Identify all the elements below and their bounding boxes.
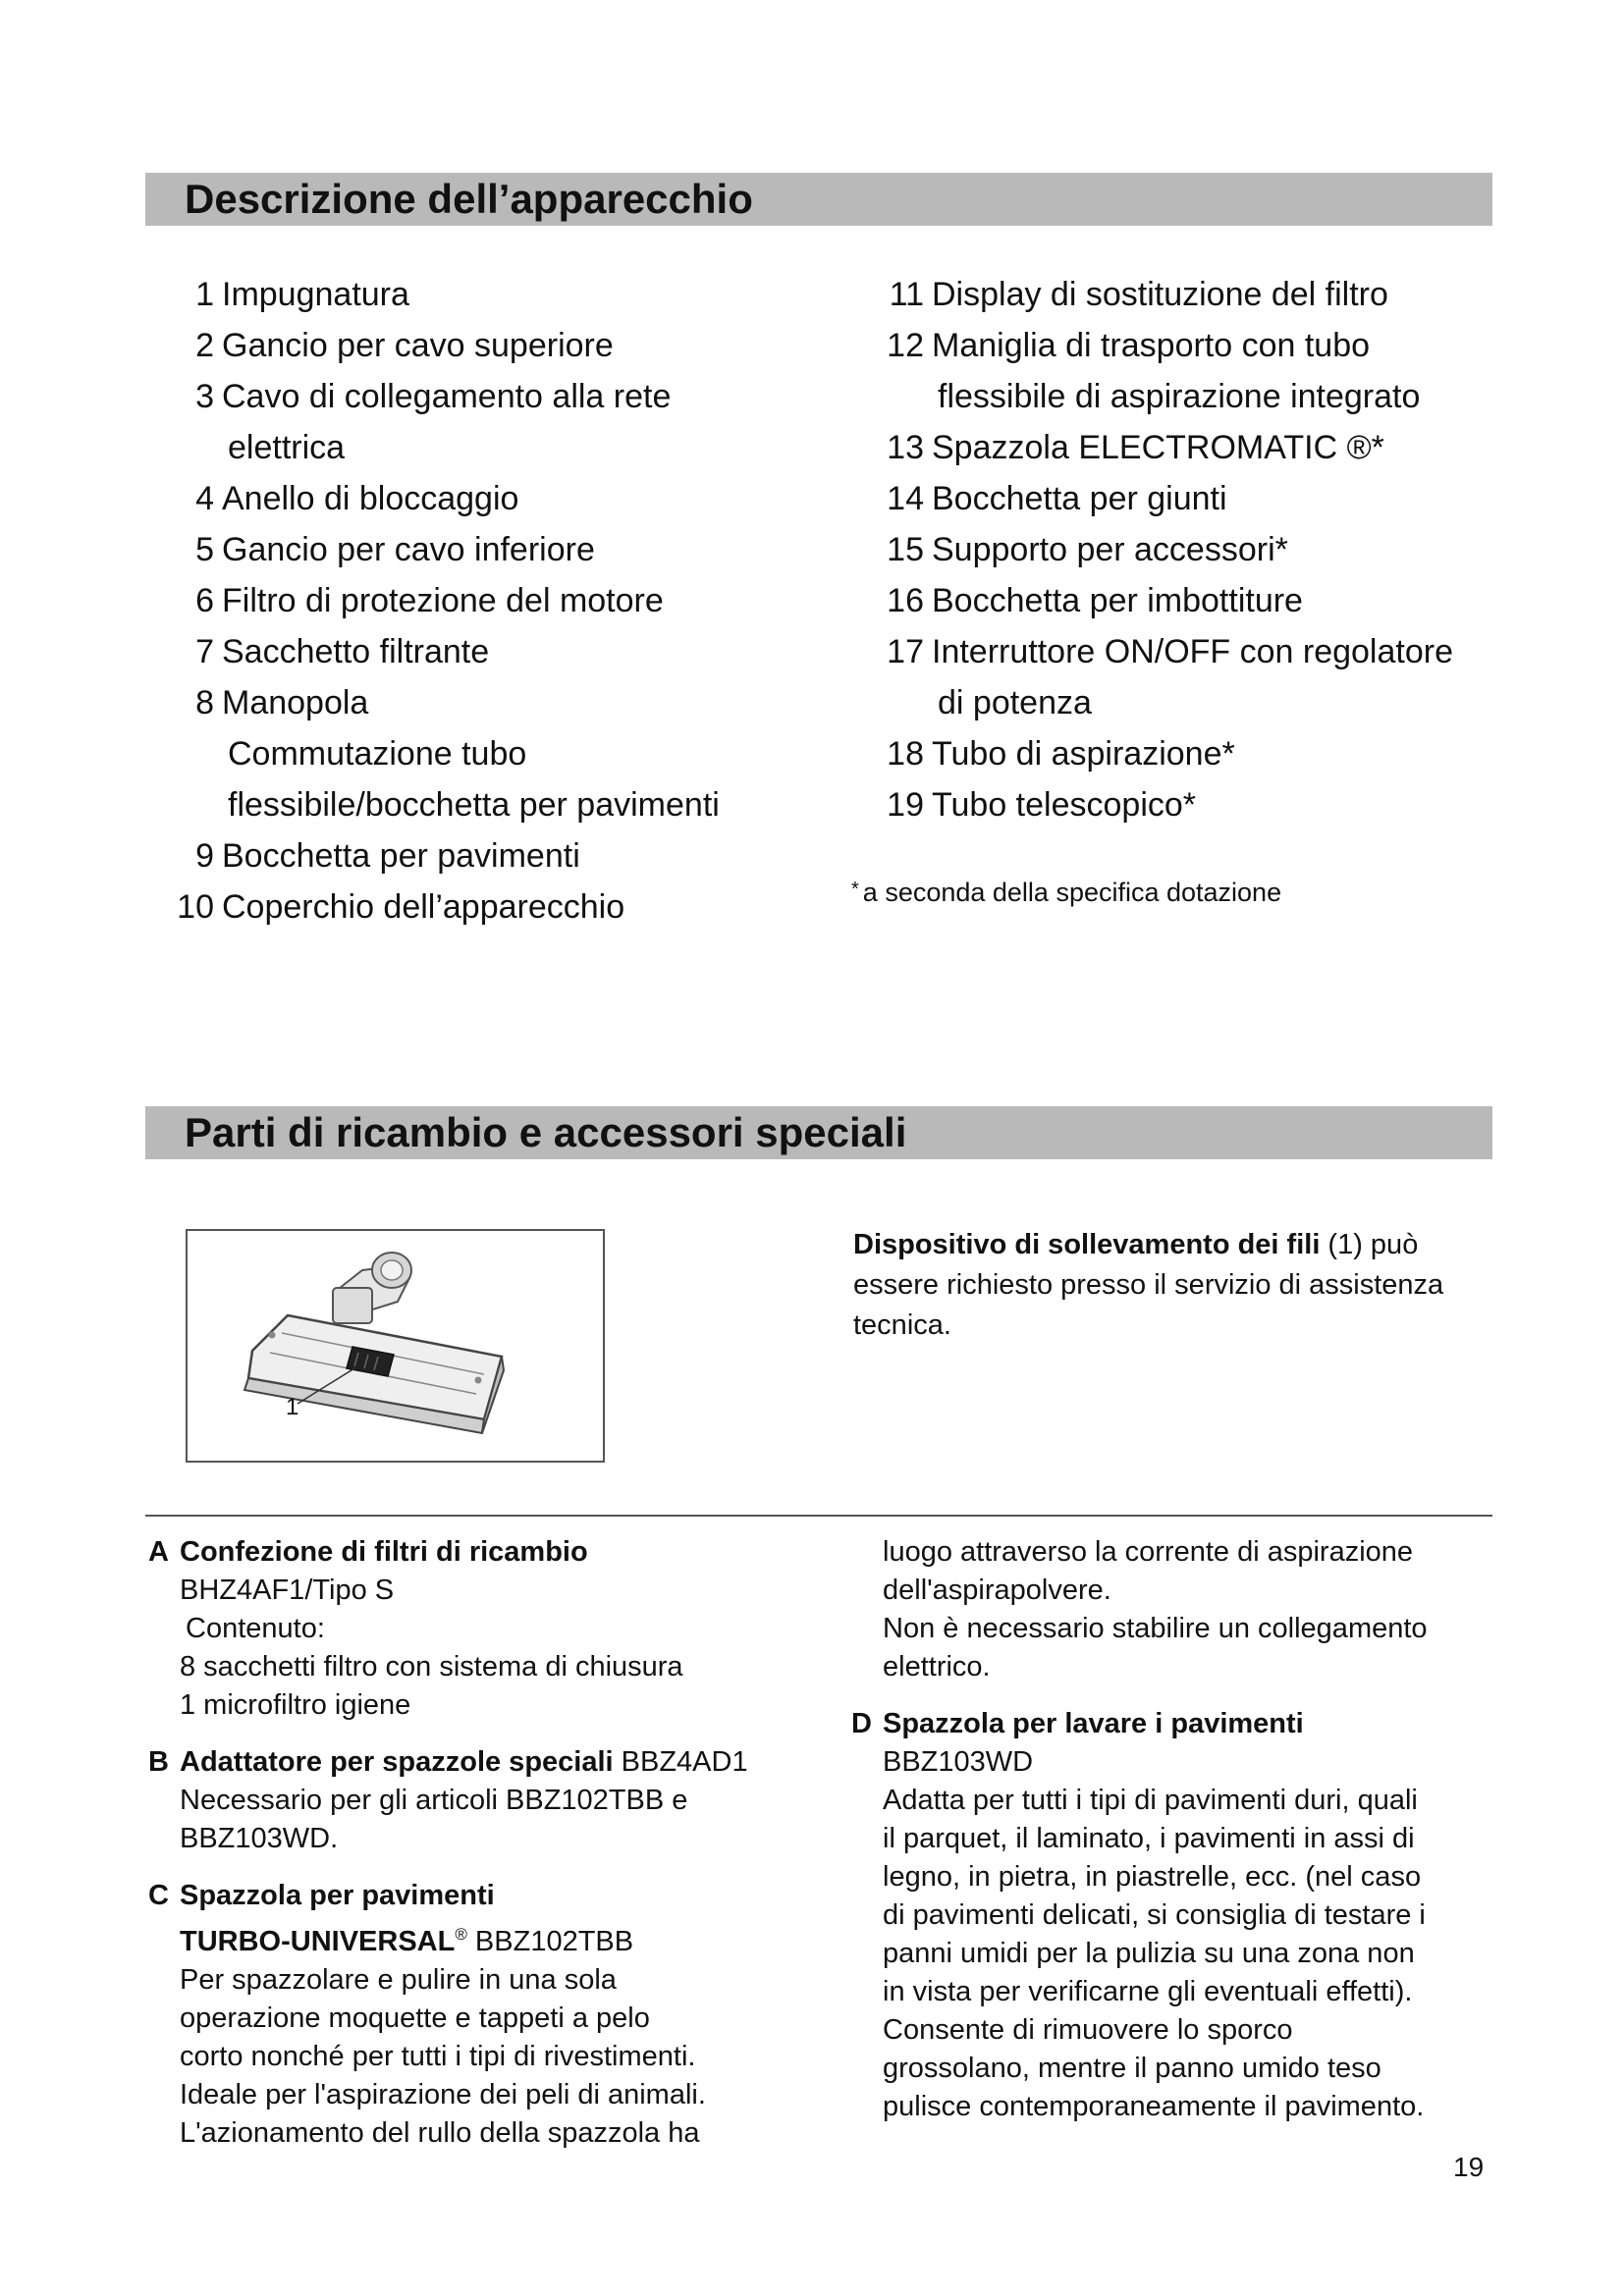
part-label: Bocchetta per imbottiture — [932, 582, 1303, 619]
thread-lifter-line: tecnica. — [853, 1309, 951, 1341]
accessory-line: in vista per verificarne gli eventuali effetti). — [883, 1976, 1413, 2007]
part-number: 6 — [195, 582, 214, 619]
thread-lifter-line — [853, 1225, 1501, 1265]
part-label: Tubo telescopico* — [932, 786, 1197, 824]
part-label: Bocchetta per giunti — [932, 480, 1227, 517]
part-label: Display di sostituzione del filtro — [932, 276, 1388, 313]
page-number: 19 — [1453, 2152, 1485, 2182]
accessory-line: Necessario per gli articoli BBZ102TBB e — [180, 1785, 688, 1816]
thread-lifter-text — [853, 1225, 1501, 1346]
part-item — [869, 524, 1497, 575]
accessory-line: Per spazzolare e pulire in una sola — [180, 1964, 617, 1996]
accessory-c-continued — [851, 1533, 1499, 1686]
accessory-title: Adattatore per spazzole speciali — [180, 1746, 614, 1778]
part-number: 12 — [887, 327, 924, 364]
accessory-line: BBZ103WD. — [180, 1823, 339, 1854]
accessory-line: Consente di rimuovere lo sporco — [883, 2014, 1293, 2046]
part-number: 13 — [887, 429, 924, 466]
part-number: 16 — [887, 582, 924, 619]
accessory-line: Ideale per l'aspirazione dei peli di animali. — [180, 2079, 706, 2110]
part-label: flessibile/bocchetta per pavimenti — [228, 786, 720, 824]
accessory-line: 8 sacchetti filtro con sistema di chiusura — [180, 1651, 683, 1682]
part-item — [159, 473, 787, 524]
part-number: 9 — [195, 837, 214, 875]
accessory-line: il parquet, il laminato, i pavimenti in assi di — [883, 1823, 1415, 1854]
part-number: 4 — [195, 480, 214, 517]
part-number: 8 — [195, 684, 214, 721]
footnote-text: a seconda della specifica dotazione — [862, 878, 1282, 907]
part-label: Commutazione tubo — [228, 735, 527, 773]
accessory-line: L'azionamento del rullo della spazzola ha — [180, 2117, 700, 2149]
part-label: Interruttore ON/OFF con regolatore — [932, 633, 1453, 670]
part-label: Filtro di protezione del motore — [222, 582, 664, 619]
section-title-description: Descrizione dell’apparecchio — [185, 176, 753, 222]
accessory-line: legno, in pietra, in piastrelle, ecc. (nel caso — [883, 1861, 1422, 1893]
part-number: 3 — [195, 378, 214, 415]
accessory-letter: B — [148, 1746, 169, 1778]
accessory-title: Spazzola per pavimenti — [180, 1880, 495, 1911]
part-label: Gancio per cavo inferiore — [222, 531, 595, 568]
accessory-b — [148, 1743, 855, 1858]
accessory-line: di pavimenti delicati, si consiglia di testare i — [883, 1899, 1426, 1931]
part-item — [159, 269, 787, 320]
part-label: Sacchetto filtrante — [222, 633, 490, 670]
part-label: flessibile di aspirazione integrato — [938, 378, 1421, 415]
thread-lifter-bold: Dispositivo di sollevamento dei fili — [853, 1229, 1321, 1260]
accessory-line: BHZ4AF1/Tipo S — [180, 1575, 395, 1606]
accessory-a — [148, 1533, 855, 1725]
accessory-line: grossolano, mentre il panno umido teso — [883, 2053, 1381, 2084]
floor-nozzle-illustration — [186, 1229, 605, 1463]
accessories-right-column — [851, 1533, 1499, 2126]
parts-list-left — [159, 269, 787, 933]
part-label: elettrica — [228, 429, 346, 466]
part-label: Spazzola ELECTROMATIC ®* — [932, 429, 1384, 466]
accessory-d — [851, 1705, 1499, 2126]
part-item — [159, 830, 787, 881]
part-label: Gancio per cavo superiore — [222, 327, 614, 364]
floor-nozzle-drawing — [188, 1231, 603, 1461]
part-item — [869, 728, 1497, 779]
section-heading-bar — [145, 1106, 1492, 1159]
part-item — [159, 320, 787, 371]
footnote-star: * — [851, 879, 859, 900]
part-number: 5 — [195, 531, 214, 568]
part-item — [159, 371, 787, 473]
part-number: 10 — [177, 888, 214, 926]
part-label: Maniglia di trasporto con tubo — [932, 327, 1371, 364]
part-label: Supporto per accessori* — [932, 531, 1288, 568]
part-item — [159, 626, 787, 677]
footnote — [851, 878, 1281, 908]
part-label: Impugnatura — [222, 276, 409, 313]
accessory-line: luogo attraverso la corrente di aspirazione — [883, 1536, 1414, 1568]
part-number: 15 — [887, 531, 924, 568]
part-number: 7 — [195, 633, 214, 670]
accessory-line: BBZ103WD — [883, 1746, 1034, 1778]
accessory-code: BBZ4AD1 — [613, 1746, 748, 1778]
part-number: 18 — [887, 735, 924, 773]
accessory-line: 1 microfiltro igiene — [180, 1689, 411, 1721]
accessory-line: elettrico. — [883, 1651, 991, 1682]
accessories-left-column — [148, 1533, 855, 2153]
part-label: Tubo di aspirazione* — [932, 735, 1235, 773]
accessory-line: Contenuto: — [186, 1613, 325, 1644]
accessory-line: panni umidi per la pulizia su una zona non — [883, 1938, 1415, 1969]
part-item — [159, 677, 787, 830]
part-item — [869, 473, 1497, 524]
accessory-line: corto nonché per tutti i tipi di rivestimenti. — [180, 2041, 696, 2072]
part-item — [159, 881, 787, 933]
part-label: Manopola — [222, 684, 369, 721]
part-item — [869, 269, 1497, 320]
thread-lifter-ref: (1) può — [1320, 1229, 1419, 1260]
part-item — [869, 626, 1497, 728]
accessory-line: operazione moquette e tappeti a pelo — [180, 2002, 650, 2034]
part-number: 2 — [195, 327, 214, 364]
section-title-spare-parts: Parti di ricambio e accessori speciali — [185, 1109, 907, 1155]
accessory-code: BBZ102TBB — [466, 1926, 634, 1957]
part-item — [159, 524, 787, 575]
parts-list-right — [869, 269, 1497, 830]
accessory-subtitle: TURBO-UNIVERSAL — [180, 1926, 456, 1957]
part-item — [869, 422, 1497, 473]
section-heading-bar — [145, 173, 1492, 226]
figure-callout-label: 1 — [286, 1394, 299, 1420]
accessory-letter: C — [148, 1880, 169, 1911]
part-item — [869, 320, 1497, 422]
part-label: Anello di bloccaggio — [222, 480, 519, 517]
part-number: 1 — [195, 276, 214, 313]
part-label: Cavo di collegamento alla rete — [222, 378, 672, 415]
part-item — [159, 575, 787, 626]
accessory-c — [148, 1877, 855, 2153]
part-item — [869, 779, 1497, 830]
part-label: Bocchetta per pavimenti — [222, 837, 580, 875]
accessory-line: pulisce contemporaneamente il pavimento. — [883, 2091, 1425, 2122]
thread-lifter-line: essere richiesto presso il servizio di assistenza — [853, 1269, 1444, 1301]
part-number: 14 — [887, 480, 924, 517]
part-item — [869, 575, 1497, 626]
registered-mark: ® — [455, 1925, 467, 1944]
part-number: 19 — [887, 786, 924, 824]
accessory-letter: A — [148, 1536, 169, 1568]
part-number: 11 — [889, 276, 924, 313]
part-label: Coperchio dell’apparecchio — [222, 888, 625, 926]
accessory-line: dell'aspirapolvere. — [883, 1575, 1111, 1606]
part-number: 17 — [887, 633, 924, 670]
horizontal-divider — [145, 1515, 1492, 1517]
accessory-line: Non è necessario stabilire un collegamento — [883, 1613, 1428, 1644]
accessory-line: Adatta per tutti i tipi di pavimenti duri, quali — [883, 1785, 1418, 1816]
part-label: di potenza — [938, 684, 1092, 721]
accessory-title: Confezione di filtri di ricambio — [180, 1536, 588, 1568]
accessory-title: Spazzola per lavare i pavimenti — [883, 1708, 1304, 1739]
accessory-letter: D — [851, 1708, 872, 1739]
